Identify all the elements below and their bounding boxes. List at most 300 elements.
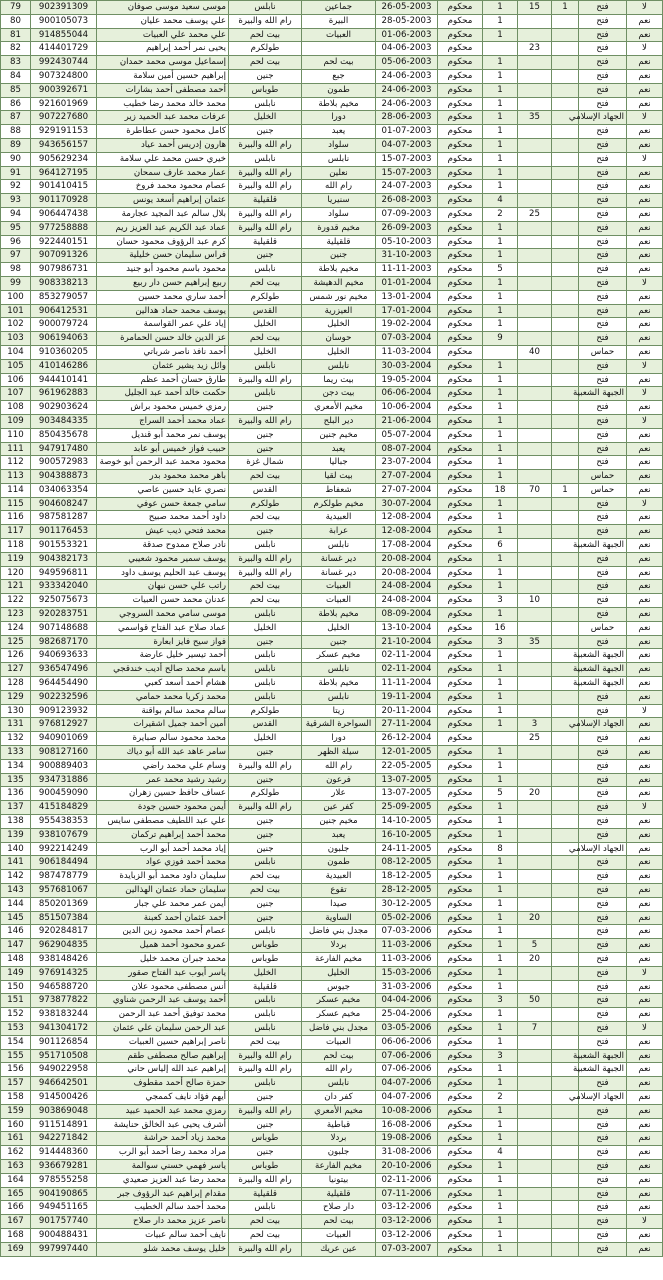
cell-faction: فتح	[579, 401, 627, 415]
cell-town	[302, 42, 376, 56]
cell-row-number: 105	[1, 359, 31, 373]
cell-count-a: 1	[483, 138, 518, 152]
cell-full-name: باهر محمد محمود بدر	[97, 470, 229, 484]
cell-status: محكوم	[438, 1049, 483, 1063]
cell-count-c	[552, 1201, 579, 1215]
cell-full-name: عدنان محمد حسن العبيات	[97, 594, 229, 608]
cell-count-c	[552, 1242, 579, 1256]
cell-date: 07-03-2006	[376, 925, 438, 939]
cell-date: 06-06-2004	[376, 387, 438, 401]
cell-full-name: إبراهيم صالح مصطفى طقم	[97, 1049, 229, 1063]
cell-count-a: 16	[483, 621, 518, 635]
cell-row-number: 110	[1, 428, 31, 442]
cell-count-c	[552, 69, 579, 83]
cell-faction: حماس	[579, 483, 627, 497]
cell-count-c	[552, 635, 579, 649]
cell-town: الخليل	[302, 345, 376, 359]
cell-faction: فتح	[579, 608, 627, 622]
cell-count-b	[518, 856, 552, 870]
cell-date: 15-07-2003	[376, 166, 438, 180]
table-row	[1, 787, 663, 801]
cell-full-name: أحمد مصطفى أحمد بشارات	[97, 83, 229, 97]
cell-id-number: 907324800	[31, 69, 97, 83]
cell-count-b	[518, 1104, 552, 1118]
cell-count-c	[552, 594, 579, 608]
cell-id-number: 964454490	[31, 677, 97, 691]
cell-date: 19-08-2006	[376, 1132, 438, 1146]
cell-row-number: 136	[1, 787, 31, 801]
cell-date: 24-06-2003	[376, 83, 438, 97]
cell-row-number: 137	[1, 801, 31, 815]
cell-count-b	[518, 1035, 552, 1049]
cell-id-number: 920283751	[31, 608, 97, 622]
cell-flag: لا	[627, 276, 663, 290]
cell-governorate: قلقيلية	[229, 194, 302, 208]
cell-date: 24-06-2003	[376, 69, 438, 83]
cell-governorate: جنين	[229, 125, 302, 139]
cell-faction: الجهاد الإسلامي	[579, 111, 627, 125]
cell-faction: الجبهة الشعبية	[579, 539, 627, 553]
cell-date: 27-11-2004	[376, 718, 438, 732]
cell-count-a: 1	[483, 442, 518, 456]
cell-row-number: 118	[1, 539, 31, 553]
cell-faction: فتح	[579, 456, 627, 470]
cell-count-b	[518, 980, 552, 994]
cell-governorate: بيت لحم	[229, 1215, 302, 1229]
cell-row-number: 99	[1, 276, 31, 290]
cell-date: 08-12-2005	[376, 856, 438, 870]
cell-faction: فتح	[579, 1021, 627, 1035]
table-row	[1, 442, 663, 456]
cell-town: دير غسانة	[302, 566, 376, 580]
cell-count-c	[552, 83, 579, 97]
cell-governorate: طوباس	[229, 1132, 302, 1146]
cell-full-name: وائل زيد يشير عثمان	[97, 359, 229, 373]
cell-count-b	[518, 152, 552, 166]
cell-count-b: 7	[518, 1021, 552, 1035]
cell-count-b	[518, 580, 552, 594]
cell-row-number: 139	[1, 828, 31, 842]
cell-id-number: 853279057	[31, 290, 97, 304]
cell-date: 20-08-2004	[376, 552, 438, 566]
cell-id-number: 949451165	[31, 1201, 97, 1215]
cell-town: الخليل	[302, 318, 376, 332]
table-row	[1, 1104, 663, 1118]
cell-row-number: 79	[1, 1, 31, 15]
cell-status: محكوم	[438, 345, 483, 359]
cell-count-a: 1	[483, 580, 518, 594]
cell-date: 11-03-2006	[376, 939, 438, 953]
cell-row-number: 108	[1, 401, 31, 415]
table-row	[1, 732, 663, 746]
cell-count-b	[518, 387, 552, 401]
cell-town: طمون	[302, 83, 376, 97]
cell-town: بردلا	[302, 939, 376, 953]
cell-date: 13-07-2005	[376, 773, 438, 787]
table-row	[1, 511, 663, 525]
cell-row-number: 163	[1, 1159, 31, 1173]
cell-count-b: 5	[518, 939, 552, 953]
cell-date: 05-10-2003	[376, 235, 438, 249]
cell-town: بيت لحم	[302, 1049, 376, 1063]
cell-id-number: 905629234	[31, 152, 97, 166]
cell-town: دورا	[302, 732, 376, 746]
cell-count-b	[518, 746, 552, 760]
cell-faction: فتح	[579, 318, 627, 332]
cell-count-a: 3	[483, 994, 518, 1008]
cell-governorate: رام الله والبيرة	[229, 180, 302, 194]
table-row	[1, 428, 663, 442]
cell-count-b	[518, 69, 552, 83]
cell-count-b	[518, 235, 552, 249]
cell-town: جيوس	[302, 980, 376, 994]
cell-count-a: 1	[483, 28, 518, 42]
table-row	[1, 677, 663, 691]
cell-date: 05-07-2004	[376, 428, 438, 442]
table-row	[1, 1077, 663, 1091]
table-row	[1, 373, 663, 387]
cell-id-number: 938107679	[31, 828, 97, 842]
cell-id-number: 902391309	[31, 1, 97, 15]
cell-town: مخيم طولكرم	[302, 497, 376, 511]
cell-count-a: 1	[483, 925, 518, 939]
cell-id-number: 903869048	[31, 1104, 97, 1118]
cell-governorate: رام الله والبيرة	[229, 138, 302, 152]
cell-count-b	[518, 221, 552, 235]
cell-flag: نعم	[627, 759, 663, 773]
cell-row-number: 158	[1, 1090, 31, 1104]
cell-count-c	[552, 14, 579, 28]
cell-count-a: 1	[483, 773, 518, 787]
cell-count-a: 1	[483, 111, 518, 125]
cell-full-name: أحمد ساري محمد حسين	[97, 290, 229, 304]
cell-count-b	[518, 263, 552, 277]
cell-governorate: جنين	[229, 442, 302, 456]
cell-id-number: 900459090	[31, 787, 97, 801]
cell-count-c	[552, 263, 579, 277]
cell-full-name: محمد محمود سالم صبايرة	[97, 732, 229, 746]
cell-faction: الجهاد الإسلامي	[579, 718, 627, 732]
cell-flag: نعم	[627, 939, 663, 953]
cell-count-a: 1	[483, 249, 518, 263]
cell-flag: لا	[627, 152, 663, 166]
cell-governorate: الخليل	[229, 345, 302, 359]
cell-count-b: 20	[518, 952, 552, 966]
cell-status: محكوم	[438, 456, 483, 470]
cell-count-b	[518, 925, 552, 939]
cell-town: صيدا	[302, 897, 376, 911]
cell-flag: نعم	[627, 194, 663, 208]
cell-count-c	[552, 56, 579, 70]
cell-status: محكوم	[438, 759, 483, 773]
cell-flag: نعم	[627, 69, 663, 83]
cell-town: مخيم الفارعة	[302, 1159, 376, 1173]
cell-row-number: 125	[1, 635, 31, 649]
cell-status: محكوم	[438, 1132, 483, 1146]
cell-count-c	[552, 856, 579, 870]
cell-count-b	[518, 870, 552, 884]
cell-count-b	[518, 773, 552, 787]
cell-governorate: طولكرم	[229, 42, 302, 56]
cell-row-number: 94	[1, 207, 31, 221]
cell-count-b	[518, 608, 552, 622]
table-row	[1, 166, 663, 180]
cell-town: حوسان	[302, 332, 376, 346]
cell-governorate: رام الله والبيرة	[229, 566, 302, 580]
cell-date: 20-10-2006	[376, 1159, 438, 1173]
cell-count-c	[552, 290, 579, 304]
cell-flag: نعم	[627, 815, 663, 829]
cell-count-a: 2	[483, 207, 518, 221]
cell-count-b: 23	[518, 42, 552, 56]
cell-town: الخليل	[302, 966, 376, 980]
cell-id-number: 922440151	[31, 235, 97, 249]
cell-status: محكوم	[438, 401, 483, 415]
cell-row-number: 113	[1, 470, 31, 484]
cell-row-number: 165	[1, 1187, 31, 1201]
cell-governorate: جنين	[229, 842, 302, 856]
cell-faction: فتح	[579, 939, 627, 953]
cell-faction: فتح	[579, 42, 627, 56]
cell-governorate: بيت لحم	[229, 276, 302, 290]
cell-full-name: مقدام إبراهيم عبد الرؤوف جبر	[97, 1187, 229, 1201]
cell-id-number: 925075673	[31, 594, 97, 608]
cell-id-number: 850435678	[31, 428, 97, 442]
cell-status: محكوم	[438, 842, 483, 856]
cell-count-b: 10	[518, 594, 552, 608]
cell-count-b: 15	[518, 1, 552, 15]
cell-governorate: رام الله والبيرة	[229, 759, 302, 773]
cell-flag: نعم	[627, 787, 663, 801]
cell-faction: فتح	[579, 884, 627, 898]
cell-faction: الجهاد الإسلامي	[579, 1090, 627, 1104]
cell-id-number: 906194063	[31, 332, 97, 346]
cell-row-number: 169	[1, 1242, 31, 1256]
cell-full-name: خيري حسن محمد علي سلامة	[97, 152, 229, 166]
cell-town: رام الله	[302, 180, 376, 194]
cell-faction: فتح	[579, 870, 627, 884]
cell-date: 26-08-2003	[376, 194, 438, 208]
cell-faction: فتح	[579, 966, 627, 980]
table-row	[1, 759, 663, 773]
cell-row-number: 102	[1, 318, 31, 332]
table-row	[1, 621, 663, 635]
cell-row-number: 144	[1, 897, 31, 911]
cell-faction: فتح	[579, 221, 627, 235]
cell-faction: فتح	[579, 980, 627, 994]
cell-governorate: نابلس	[229, 856, 302, 870]
cell-count-a: 1	[483, 677, 518, 691]
cell-faction: فتح	[579, 1, 627, 15]
cell-governorate: جنين	[229, 635, 302, 649]
cell-full-name: محمد أحمد إبراهيم تركمان	[97, 828, 229, 842]
cell-governorate: قلقيلية	[229, 235, 302, 249]
cell-status: محكوم	[438, 276, 483, 290]
table-row	[1, 1146, 663, 1160]
cell-count-b	[518, 318, 552, 332]
cell-count-b	[518, 1228, 552, 1242]
cell-flag: نعم	[627, 1118, 663, 1132]
cell-date: 16-10-2005	[376, 828, 438, 842]
cell-flag: نعم	[627, 884, 663, 898]
cell-flag: نعم	[627, 125, 663, 139]
cell-date: 07-03-2004	[376, 332, 438, 346]
table-row	[1, 207, 663, 221]
cell-full-name: علي عبد اللطيف مصطفى سايس	[97, 815, 229, 829]
cell-date: 02-11-2004	[376, 649, 438, 663]
cell-count-c	[552, 138, 579, 152]
cell-full-name: محمود محمد عبد الرحمن أبو خوصة	[97, 456, 229, 470]
cell-count-c	[552, 980, 579, 994]
cell-status: محكوم	[438, 677, 483, 691]
cell-governorate: رام الله والبيرة	[229, 1049, 302, 1063]
cell-count-c	[552, 759, 579, 773]
table-row	[1, 318, 663, 332]
cell-row-number: 120	[1, 566, 31, 580]
cell-date: 07-06-2006	[376, 1063, 438, 1077]
table-row	[1, 952, 663, 966]
cell-faction: فتح	[579, 1008, 627, 1022]
cell-row-number: 133	[1, 746, 31, 760]
cell-status: محكوم	[438, 939, 483, 953]
cell-town: سيلة الظهر	[302, 746, 376, 760]
cell-governorate: جنين	[229, 911, 302, 925]
cell-date: 07-06-2006	[376, 1049, 438, 1063]
cell-full-name: عصام أحمد محمود زين الدين	[97, 925, 229, 939]
cell-id-number: 903484335	[31, 414, 97, 428]
cell-status: محكوم	[438, 952, 483, 966]
cell-flag: نعم	[627, 483, 663, 497]
cell-date: 25-04-2006	[376, 1008, 438, 1022]
cell-town: نابلس	[302, 663, 376, 677]
cell-count-b	[518, 1187, 552, 1201]
table-row	[1, 870, 663, 884]
cell-row-number: 159	[1, 1104, 31, 1118]
cell-count-b	[518, 704, 552, 718]
cell-status: محكوم	[438, 994, 483, 1008]
cell-count-a: 1	[483, 870, 518, 884]
cell-full-name: عمار محمد عارف سمحان	[97, 166, 229, 180]
cell-date: 07-09-2003	[376, 207, 438, 221]
cell-flag: نعم	[627, 1063, 663, 1077]
cell-count-a: 4	[483, 1146, 518, 1160]
cell-full-name: محمد توفيق أحمد عبد الرحمن	[97, 1008, 229, 1022]
cell-governorate: الخليل	[229, 966, 302, 980]
cell-row-number: 91	[1, 166, 31, 180]
cell-governorate: نابلس	[229, 690, 302, 704]
cell-row-number: 143	[1, 884, 31, 898]
table-row	[1, 497, 663, 511]
cell-row-number: 147	[1, 939, 31, 953]
cell-count-c	[552, 1228, 579, 1242]
table-row	[1, 980, 663, 994]
cell-town: العبيات	[302, 1228, 376, 1242]
cell-governorate: رام الله والبيرة	[229, 221, 302, 235]
cell-flag: نعم	[627, 235, 663, 249]
cell-full-name: محمد جبران محمد خليل	[97, 952, 229, 966]
cell-count-b: 3	[518, 718, 552, 732]
cell-flag: نعم	[627, 332, 663, 346]
cell-full-name: باسم محمد صالح أديب خندقجي	[97, 663, 229, 677]
cell-faction: فتح	[579, 138, 627, 152]
cell-faction: الجبهة الشعبية	[579, 1063, 627, 1077]
cell-count-c	[552, 1187, 579, 1201]
cell-status: محكوم	[438, 539, 483, 553]
cell-id-number: 911514891	[31, 1118, 97, 1132]
cell-count-a: 1	[483, 801, 518, 815]
cell-flag: لا	[627, 359, 663, 373]
cell-faction: فتح	[579, 911, 627, 925]
cell-flag: لا	[627, 1, 663, 15]
cell-faction: فتح	[579, 759, 627, 773]
cell-flag: نعم	[627, 1035, 663, 1049]
table-row	[1, 1201, 663, 1215]
cell-count-b	[518, 1008, 552, 1022]
cell-date: 03-12-2006	[376, 1215, 438, 1229]
cell-full-name: كرم عبد الرؤوف محمود حسان	[97, 235, 229, 249]
cell-count-b	[518, 884, 552, 898]
table-row	[1, 966, 663, 980]
cell-row-number: 150	[1, 980, 31, 994]
cell-count-c	[552, 511, 579, 525]
cell-status: محكوم	[438, 14, 483, 28]
cell-governorate: طوباس	[229, 939, 302, 953]
table-row	[1, 1049, 663, 1063]
cell-row-number: 127	[1, 663, 31, 677]
table-row	[1, 635, 663, 649]
cell-status: محكوم	[438, 1008, 483, 1022]
cell-town: الساوية	[302, 911, 376, 925]
cell-full-name: محمد أحمد سالم الخطيب	[97, 1201, 229, 1215]
cell-count-b	[518, 1242, 552, 1256]
cell-row-number: 161	[1, 1132, 31, 1146]
cell-date: 14-10-2005	[376, 815, 438, 829]
cell-governorate: جنين	[229, 815, 302, 829]
cell-count-a: 1	[483, 525, 518, 539]
cell-row-number: 109	[1, 414, 31, 428]
cell-row-number: 84	[1, 69, 31, 83]
cell-count-b	[518, 621, 552, 635]
cell-governorate: رام الله والبيرة	[229, 1173, 302, 1187]
cell-full-name: ناصر إبراهيم حسين العبيات	[97, 1035, 229, 1049]
cell-town: بيتونيا	[302, 1173, 376, 1187]
cell-count-a: 1	[483, 1, 518, 15]
cell-count-c	[552, 359, 579, 373]
cell-id-number: 851507384	[31, 911, 97, 925]
cell-full-name: أيمن محمود حسين جودة	[97, 801, 229, 815]
cell-count-b	[518, 14, 552, 28]
table-row	[1, 1215, 663, 1229]
cell-count-a: 3	[483, 1049, 518, 1063]
cell-full-name: وسام علي محمد راضي	[97, 759, 229, 773]
cell-date: 30-03-2004	[376, 359, 438, 373]
cell-governorate: نابلس	[229, 359, 302, 373]
cell-id-number: 978555258	[31, 1173, 97, 1187]
cell-count-a: 1	[483, 966, 518, 980]
cell-count-a: 18	[483, 483, 518, 497]
cell-count-a: 6	[483, 539, 518, 553]
cell-row-number: 135	[1, 773, 31, 787]
cell-date: 27-07-2004	[376, 470, 438, 484]
cell-full-name: عساف حافظ حسين زهران	[97, 787, 229, 801]
cell-town: مخيم الفارعة	[302, 952, 376, 966]
cell-faction: فتح	[579, 732, 627, 746]
cell-row-number: 97	[1, 249, 31, 263]
cell-governorate: جنين	[229, 525, 302, 539]
cell-governorate: رام الله والبيرة	[229, 414, 302, 428]
cell-status: محكوم	[438, 815, 483, 829]
cell-count-a: 1	[483, 56, 518, 70]
